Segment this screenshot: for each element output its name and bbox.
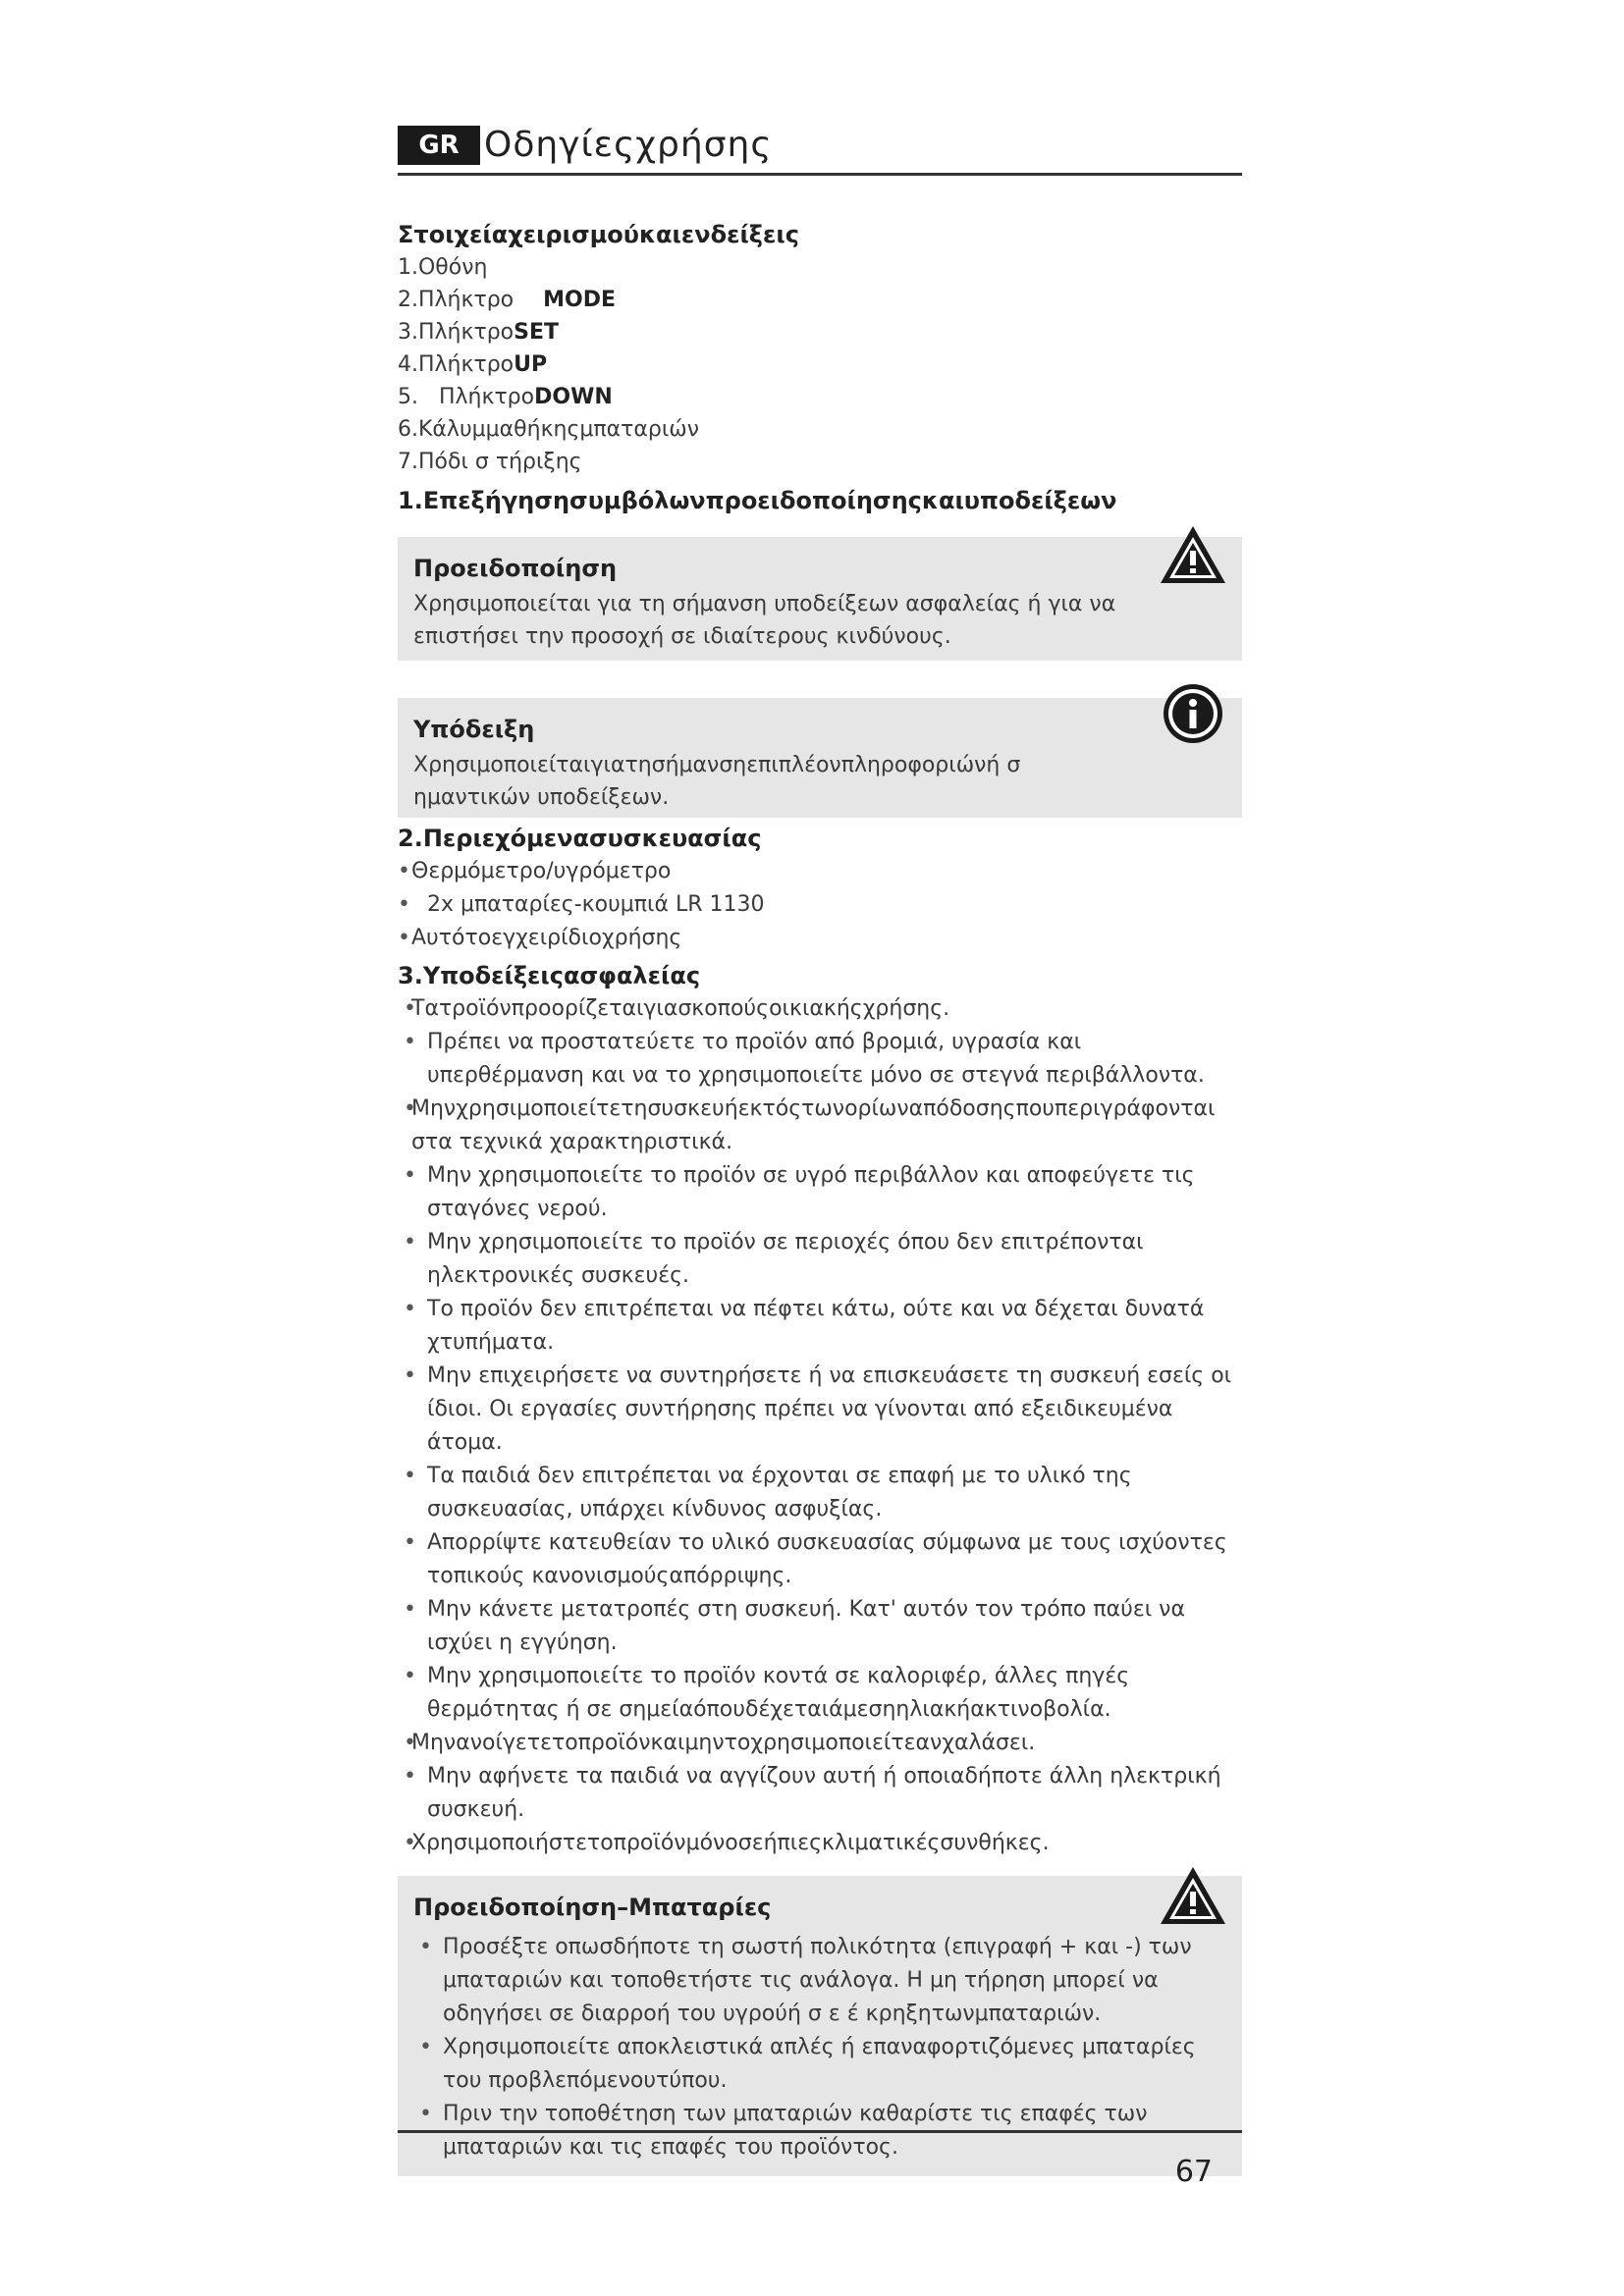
list-item: • Μην χρησιμοποιείτε το προϊόν κοντά σε καλοριφέρ, άλλες πηγές θερμότητας ή σε σημείαόπουδέχεταιάμεσηηλιακήακτινοβολία. bbox=[398, 1660, 1242, 1727]
warning-triangle-icon bbox=[1158, 523, 1228, 590]
warning-box-text: Χρησιμοποιείται για τη σήμανση υποδείξεων ασφαλείας ή για να επιστήσει την προσοχή σε ιδιαίτερους κινδύνους. bbox=[413, 592, 1116, 649]
list-item: • Μηνχρησιμοποιείτετησυσκευήεκτόςτωνορίωναπόδοσηςπουπεριγράφονται στα τεχνικά χαρακτηριστικά. bbox=[398, 1093, 1242, 1159]
list-item: • Μην επιχειρήσετε να συντηρήσετε ή να επισκευάσετε τη συσκευή εσείς οι ίδιοι. Οι εργασίες συντήρησης πρέπει να γίνονται από εξειδικευμένα άτομα. bbox=[398, 1360, 1242, 1460]
control-item-set: 3.ΠλήκτροSET bbox=[398, 320, 560, 345]
list-item: • Χρησιμοποιήστετοπροϊόνμόνοσεήπιεςκλιματικέςσυνθήκες. bbox=[398, 1827, 1242, 1860]
language-badge: GR bbox=[398, 126, 480, 165]
page-content bbox=[398, 218, 1242, 2176]
list-item: • Τατροϊόνπροορίζεταιγιασκοπούςοικιακήςχρήσης. bbox=[398, 992, 1242, 1026]
header-title: Οδηγίεςχρήσης bbox=[484, 125, 773, 165]
battery-box-title: Προειδοποίηση–Μπαταρίες bbox=[413, 1894, 772, 1921]
list-item: • Το προϊόν δεν επιτρέπεται να πέφτει κάτω, ούτε και να δέχεται δυνατά χτυπήματα. bbox=[398, 1293, 1242, 1360]
control-item-battery-cover: 6.Κάλυμμαθήκηςμπαταριών bbox=[398, 417, 700, 442]
header-rule bbox=[398, 173, 1242, 176]
control-item-up: 4.ΠλήκτροUP bbox=[398, 352, 548, 377]
list-item: • Τα παιδιά δεν επιτρέπεται να έρχονται σε επαφή με το υλικό της συσκευασίας, υπάρχει κίνδυνος ασφυξίας. bbox=[398, 1460, 1242, 1526]
warning-triangle-icon bbox=[1158, 1864, 1228, 1931]
package-list bbox=[398, 855, 1242, 955]
control-item-display: 1.Οθόνη bbox=[398, 255, 488, 280]
list-item: • Μην αφήνετε τα παιδιά να αγγίζουν αυτή ή οποιαδήποτε άλλη ηλεκτρική συσκευή. bbox=[398, 1760, 1242, 1827]
control-item-mode: 2.Πλήκτρο MODE bbox=[398, 288, 617, 312]
controls-heading: Στοιχείαχειρισμούκαιενδείξεις bbox=[398, 221, 799, 248]
info-circle-icon bbox=[1162, 682, 1224, 749]
note-box-title: Υπόδειξη bbox=[413, 716, 535, 743]
list-item: • Μην χρησιμοποιείτε το προϊόν σε περιοχές όπου δεν επιτρέπονται ηλεκτρονικές συσκευές. bbox=[398, 1226, 1242, 1293]
list-item: • Χρησιμοποιείτε αποκλειστικά απλές ή επαναφορτιζόμενες μπαταρίες του προβλεπόμενουτύπου. bbox=[413, 2031, 1207, 2098]
control-item-down: 5. ΠλήκτροDOWN bbox=[398, 385, 613, 409]
safety-heading: 3.Υποδείξειςασφαλείας bbox=[398, 962, 701, 989]
safety-list bbox=[398, 992, 1242, 1860]
controls-list bbox=[398, 251, 1242, 478]
list-item: • Μηνανοίγετετοπροϊόνκαιμηντοχρησιμοποιείτεανχαλάσει. bbox=[398, 1727, 1242, 1760]
symbols-heading: 1.Επεξήγησησυμβόλωνπροειδοποίησηςκαιυποδείξεων bbox=[398, 487, 1117, 514]
warning-box-title: Προειδοποίηση bbox=[413, 555, 618, 582]
list-item: • Μην κάνετε μετατροπές στη συσκευή. Κατ' αυτόν τον τρόπο παύει να ισχύει η εγγύηση. bbox=[398, 1593, 1242, 1660]
list-item: • Θερμόμετρο/υγρόμετρο bbox=[398, 855, 1242, 888]
list-item: • Πρέπει να προστατεύετε το προϊόν από βρομιά, υγρασία και υπερθέρμανση και να το χρησιμοποιείτε μόνο σε στεγνά περιβάλλοντα. bbox=[398, 1026, 1242, 1093]
note-box-text: Χρησιμοποιείταιγιατησήμανσηεπιπλέονπληροφοριώνή σ ημαντικών υποδείξεων. bbox=[413, 753, 1021, 810]
control-item-stand: 7.Πόδι σ τήριξης bbox=[398, 450, 582, 474]
list-item: • Αυτότοεγχειρίδιοχρήσης bbox=[398, 922, 1242, 955]
list-item: • 2x μπαταρίες-κουμπιά LR 1130 bbox=[398, 888, 1242, 922]
list-item: • Μην χρησιμοποιείτε το προϊόν σε υγρό περιβάλλον και αποφεύγετε τις σταγόνες νερού. bbox=[398, 1159, 1242, 1226]
footer-rule bbox=[398, 2130, 1242, 2133]
note-box bbox=[398, 698, 1242, 818]
page-header bbox=[398, 120, 1242, 175]
page-number: 67 bbox=[1174, 2155, 1213, 2189]
package-heading: 2.Περιεχόμενασυσκευασίας bbox=[398, 825, 762, 852]
list-item: • Προσέξτε οπωσδήποτε τη σωστή πολικότητα (επιγραφή + και -) των μπαταριών και τοποθετήστε τις ανάλογα. Η μη τήρηση μπορεί να οδηγήσει σε διαρροή του υγρούή σ ε έ κρηξητωνμπαταριών. bbox=[413, 1931, 1207, 2031]
warning-box bbox=[398, 537, 1242, 661]
list-item: • Απορρίψτε κατευθείαν το υλικό συσκευασίας σύμφωνα με τους ισχύοντες τοπικούς κανονισμούςαπόρριψης. bbox=[398, 1526, 1242, 1593]
list-item: • Πριν την τοποθέτηση των μπαταριών καθαρίστε τις επαφές των μπαταριών και τις επαφές του προϊόντος. bbox=[413, 2098, 1207, 2164]
